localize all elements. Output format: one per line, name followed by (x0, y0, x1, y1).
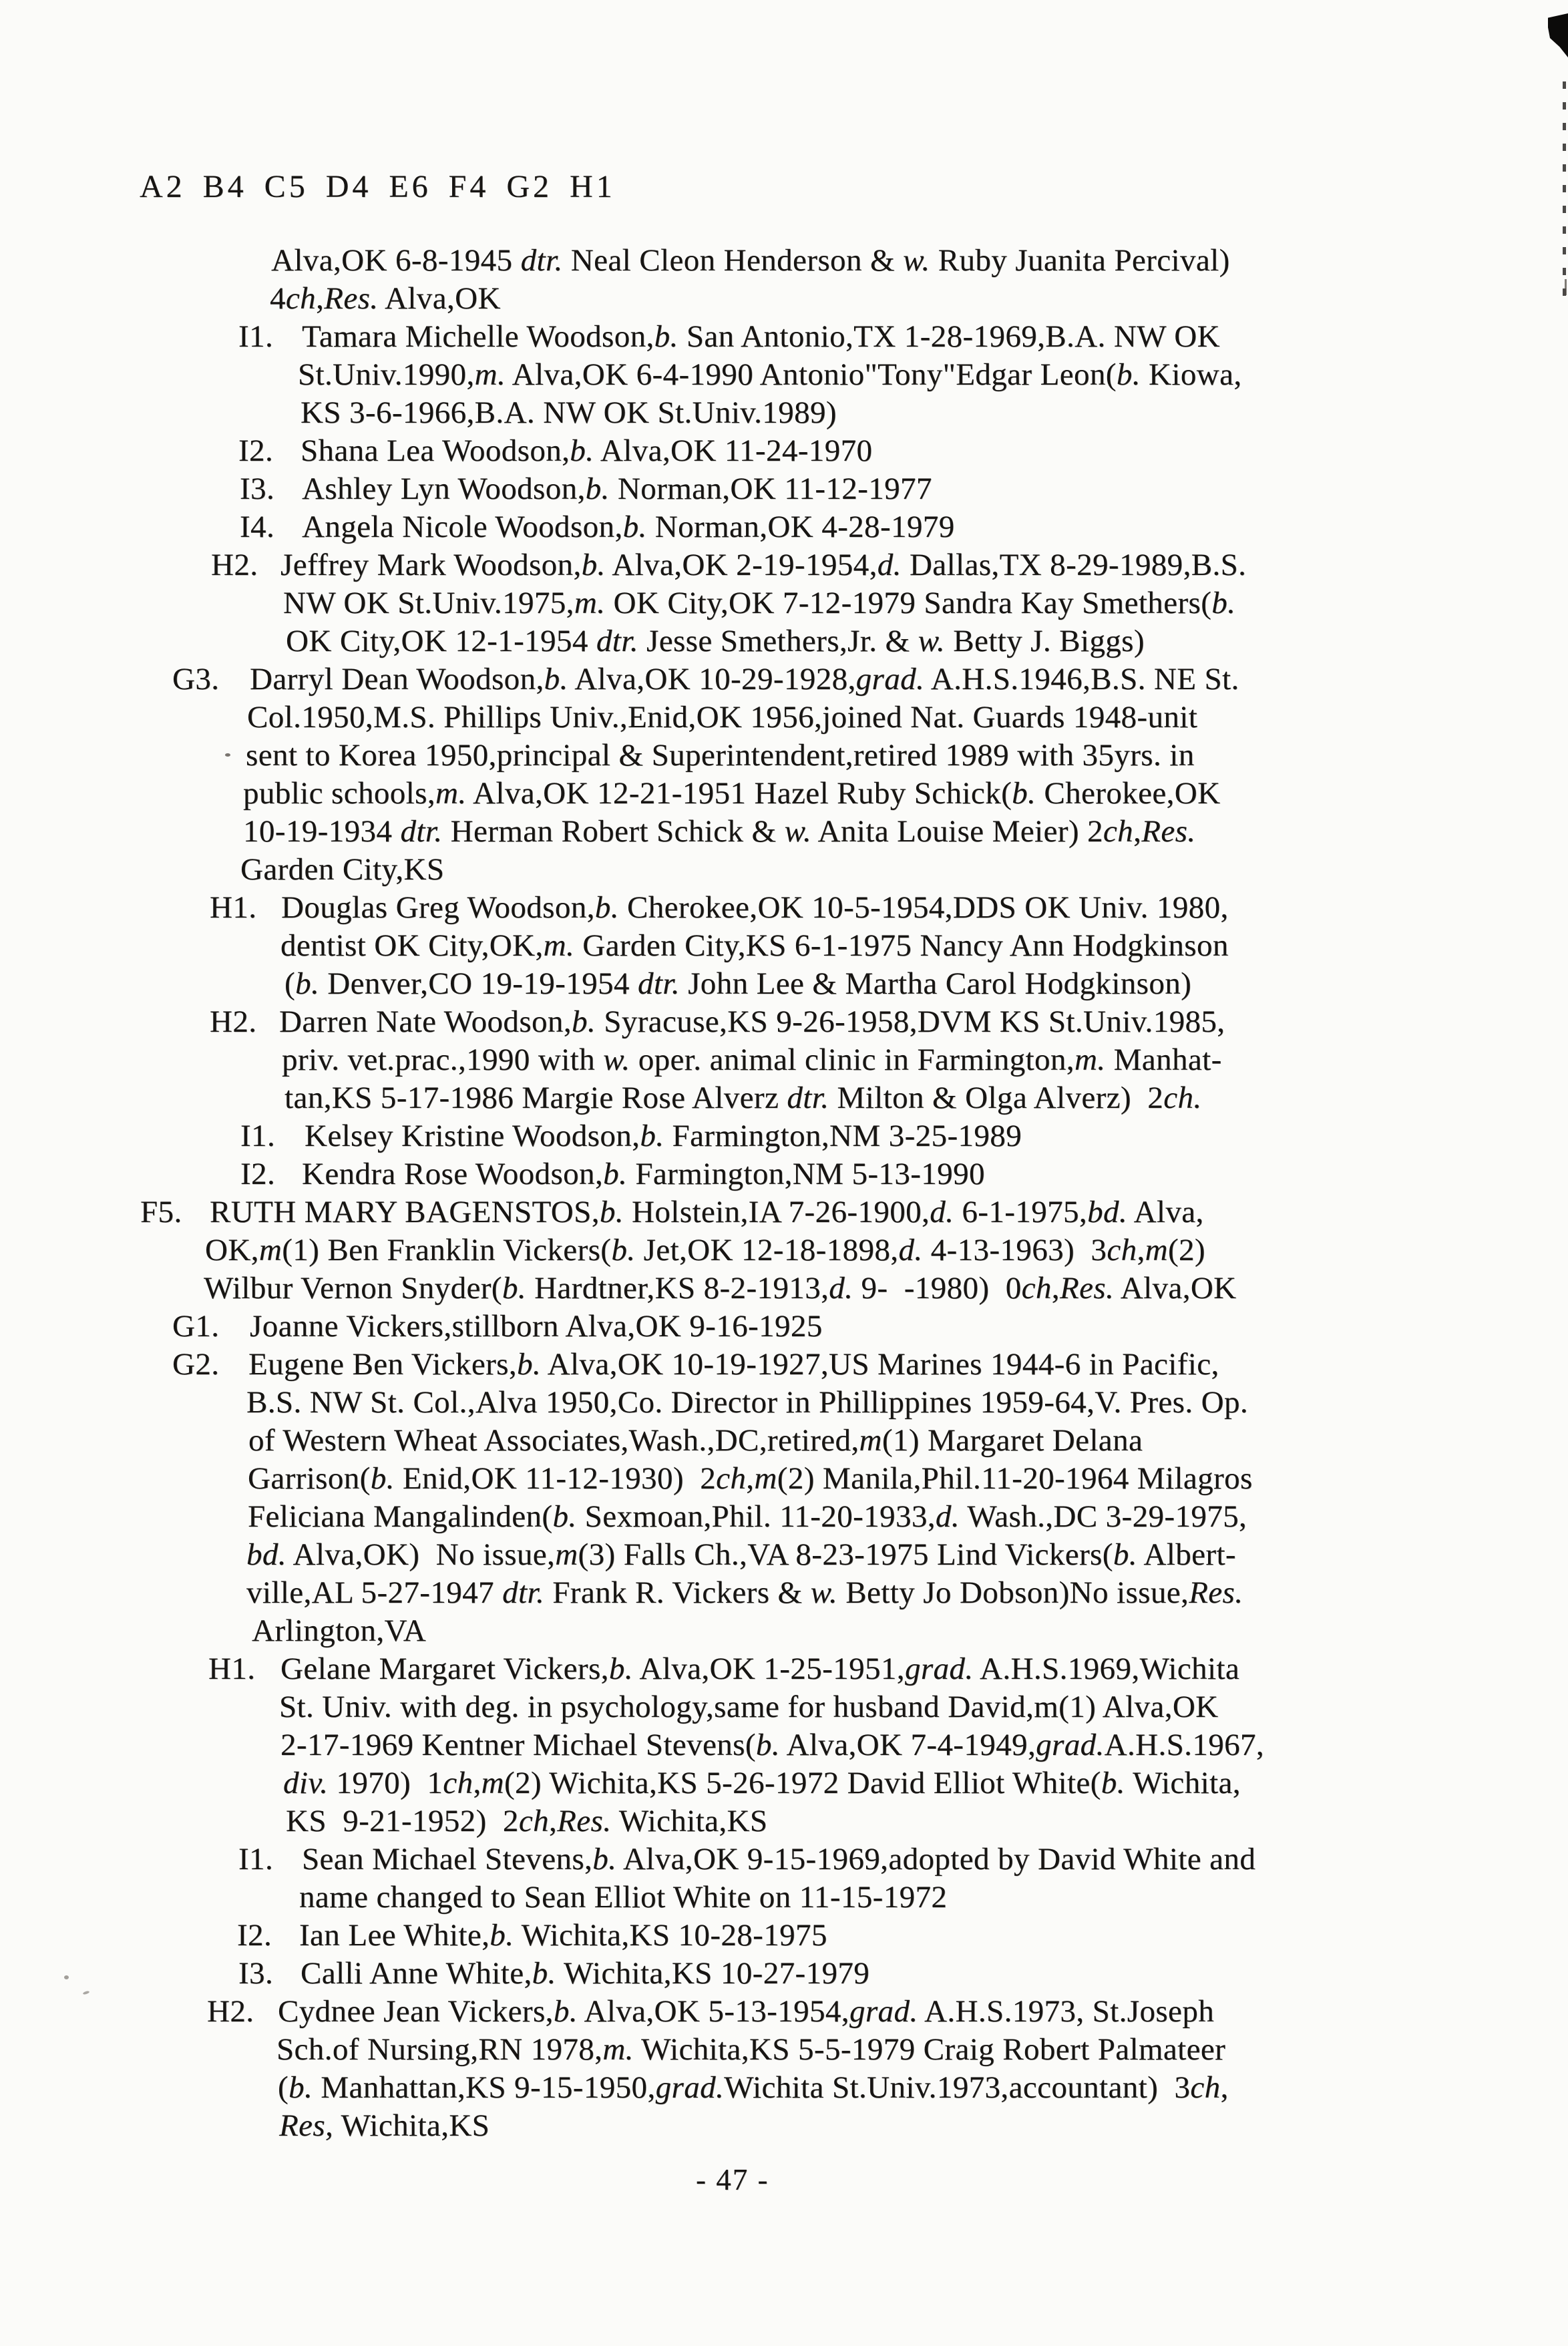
line-text: 10-19-1934 dtr. Herman Robert Schick & w. Anita Louise Meier) 2ch,Res. (243, 814, 1196, 849)
line-text: St. Univ. with deg. in psychology,same for husband David,m(1) Alva,OK (279, 1690, 1219, 1724)
line-text: Tamara Michelle Woodson,b. San Antonio,TX 1-28-1969,B.A. NW OK (302, 319, 1220, 354)
text-line (0, 1993, 1568, 2031)
generation-label: G1. (172, 1309, 220, 1344)
text-line (0, 1384, 1568, 1422)
line-text: name changed to Sean Elliot White on 11-15-1972 (299, 1880, 948, 1915)
line-text: (b. Denver,CO 19-19-1954 dtr. John Lee & Martha Carol Hodgkinson) (284, 966, 1192, 1001)
line-text: Angela Nicole Woodson,b. Norman,OK 4-28-1979 (302, 510, 955, 544)
line-text: Res, Wichita,KS (279, 2108, 490, 2143)
text-line (0, 394, 1568, 432)
text-line (0, 699, 1568, 737)
text-line (0, 813, 1568, 851)
text-line (0, 1346, 1568, 1384)
text-line (0, 1917, 1568, 1955)
line-text: Wilbur Vernon Snyder(b. Hardtner,KS 8-2-1913,d. 9- -1980) 0ch,Res. Alva,OK (204, 1271, 1237, 1306)
generation-label: H2. (211, 548, 258, 582)
text-line (0, 1117, 1568, 1155)
text-line (0, 546, 1568, 584)
text-line (0, 1193, 1568, 1231)
text-line (0, 622, 1568, 660)
line-text: Alva,OK 6-8-1945 dtr. Neal Cleon Henderson & w. Ruby Juanita Percival) (271, 243, 1230, 278)
line-text: KS 3-6-1966,B.A. NW OK St.Univ.1989) (301, 395, 837, 430)
text-line (0, 1879, 1568, 1917)
line-text: Ashley Lyn Woodson,b. Norman,OK 11-12-1977 (302, 471, 932, 506)
text-line (0, 1003, 1568, 1041)
generation-label: I1. (238, 319, 274, 354)
generation-label: G3. (172, 662, 220, 697)
line-text: sent to Korea 1950,principal & Superintendent,retired 1989 with 35yrs. in (246, 738, 1195, 773)
line-text: Arlington,VA (252, 1613, 427, 1648)
text-line (0, 1840, 1568, 1879)
line-text: bd. Alva,OK) No issue,m(3) Falls Ch.,VA 8-23-1975 Lind Vickers(b. Albert- (246, 1537, 1236, 1572)
line-text: 2-17-1969 Kentner Michael Stevens(b. Alva,OK 7-4-1949,grad.A.H.S.1967, (280, 1728, 1265, 1762)
line-text: Joanne Vickers,stillborn Alva,OK 9-16-1925 (250, 1309, 823, 1344)
text-line (0, 1764, 1568, 1802)
text-line (0, 851, 1568, 889)
text-line (0, 737, 1568, 775)
line-text: div. 1970) 1ch,m(2) Wichita,KS 5-26-1972 David Elliot White(b. Wichita, (283, 1766, 1241, 1800)
line-text: Sean Michael Stevens,b. Alva,OK 9-15-1969,adopted by David White and (302, 1842, 1256, 1877)
body-text (0, 242, 1568, 2145)
line-text: St.Univ.1990,m. Alva,OK 6-4-1990 Antonio"Tony"Edgar Leon(b. Kiowa, (298, 357, 1242, 392)
text-line (0, 2069, 1568, 2107)
generation-label: I2. (237, 1918, 272, 1953)
line-text: Kendra Rose Woodson,b. Farmington,NM 5-13-1990 (302, 1157, 985, 1191)
text-line (0, 584, 1568, 622)
line-text: ville,AL 5-27-1947 dtr. Frank R. Vickers & w. Betty Jo Dobson)No issue,Res. (246, 1575, 1243, 1610)
generation-label: H1. (208, 1651, 256, 1686)
line-text: tan,KS 5-17-1986 Margie Rose Alverz dtr. Milton & Olga Alverz) 2ch. (284, 1081, 1202, 1115)
generation-label: I1. (240, 1119, 276, 1153)
text-line (0, 1269, 1568, 1308)
generation-label: I2. (238, 433, 274, 468)
text-line (0, 1612, 1568, 1650)
text-line (0, 356, 1568, 394)
text-line (0, 1498, 1568, 1536)
text-line (0, 1079, 1568, 1117)
line-text: Garden City,KS (240, 852, 445, 887)
text-line (0, 660, 1568, 699)
text-line (0, 242, 1568, 280)
text-line (0, 889, 1568, 927)
line-text: OK,m(1) Ben Franklin Vickers(b. Jet,OK 12-18-1898,d. 4-13-1963) 3ch,m(2) (205, 1233, 1205, 1267)
text-line (0, 432, 1568, 470)
generation-label: I2. (240, 1157, 276, 1191)
line-text: OK City,OK 12-1-1954 dtr. Jesse Smethers,Jr. & w. Betty J. Biggs) (286, 624, 1145, 658)
line-text: NW OK St.Univ.1975,m. OK City,OK 7-12-1979 Sandra Kay Smethers(b. (283, 586, 1236, 620)
line-text: Jeffrey Mark Woodson,b. Alva,OK 2-19-1954,d. Dallas,TX 8-29-1989,B.S. (280, 548, 1247, 582)
line-text: Kelsey Kristine Woodson,b. Farmington,NM 3-25-1989 (305, 1119, 1022, 1153)
line-text: Darryl Dean Woodson,b. Alva,OK 10-29-1928,grad. A.H.S.1946,B.S. NE St. (250, 662, 1239, 697)
line-text: Eugene Ben Vickers,b. Alva,OK 10-19-1927,US Marines 1944-6 in Pacific, (248, 1347, 1219, 1382)
page-number: - 47 - (696, 2163, 769, 2196)
generation-label: G2. (172, 1347, 220, 1382)
line-text: (b. Manhattan,KS 9-15-1950,grad.Wichita St.Univ.1973,accountant) 3ch, (278, 2070, 1229, 2105)
generation-code-header: A2 B4 C5 D4 E6 F4 G2 H1 (140, 169, 616, 204)
text-line (0, 1536, 1568, 1574)
text-line (0, 1726, 1568, 1764)
text-line (0, 1802, 1568, 1840)
text-line (0, 1574, 1568, 1612)
scan-artifact-corner-blot (1548, 13, 1568, 57)
line-text: Garrison(b. Enid,OK 11-12-1930) 2ch,m(2) Manila,Phil.11-20-1964 Milagros (248, 1461, 1253, 1496)
line-text: KS 9-21-1952) 2ch,Res. Wichita,KS (286, 1804, 768, 1838)
text-line (0, 1231, 1568, 1269)
generation-label: H1. (210, 890, 257, 925)
text-line (0, 470, 1568, 508)
text-line (0, 927, 1568, 965)
text-line (0, 1155, 1568, 1193)
text-line (0, 318, 1568, 356)
generation-label: I3. (240, 471, 275, 506)
text-line (0, 508, 1568, 546)
line-text: Darren Nate Woodson,b. Syracuse,KS 9-26-1958,DVM KS St.Univ.1985, (279, 1004, 1225, 1039)
generation-label: I4. (240, 510, 275, 544)
text-line (0, 2107, 1568, 2145)
text-line (0, 280, 1568, 318)
text-line (0, 1955, 1568, 1993)
line-text: Sch.of Nursing,RN 1978,m. Wichita,KS 5-5-1979 Craig Robert Palmateer (276, 2032, 1226, 2067)
text-line (0, 1041, 1568, 1079)
line-text: Feliciana Mangalinden(b. Sexmoan,Phil. 11-20-1933,d. Wash.,DC 3-29-1975, (248, 1499, 1247, 1534)
line-text: public schools,m. Alva,OK 12-21-1951 Hazel Ruby Schick(b. Cherokee,OK (243, 776, 1221, 811)
line-text: Cydnee Jean Vickers,b. Alva,OK 5-13-1954,grad. A.H.S.1973, St.Joseph (278, 1994, 1215, 2029)
text-line (0, 1688, 1568, 1726)
line-text: dentist OK City,OK,m. Garden City,KS 6-1-1975 Nancy Ann Hodgkinson (280, 928, 1229, 963)
generation-label: I3. (238, 1956, 274, 1991)
line-text: priv. vet.prac.,1990 with w. oper. animal clinic in Farmington,m. Manhat- (282, 1042, 1222, 1077)
line-text: of Western Wheat Associates,Wash.,DC,retired,m(1) Margaret Delana (248, 1423, 1143, 1458)
line-text: B.S. NW St. Col.,Alva 1950,Co. Director in Phillippines 1959-64,V. Pres. Op. (246, 1385, 1249, 1420)
line-text: Col.1950,M.S. Phillips Univ.,Enid,OK 1956,joined Nat. Guards 1948-unit (247, 700, 1198, 735)
line-text: Ian Lee White,b. Wichita,KS 10-28-1975 (299, 1918, 827, 1953)
generation-label: H2. (210, 1004, 257, 1039)
line-text: Douglas Greg Woodson,b. Cherokee,OK 10-5-1954,DDS OK Univ. 1980, (281, 890, 1229, 925)
text-line (0, 775, 1568, 813)
generation-label: I1. (238, 1842, 274, 1877)
text-line (0, 2031, 1568, 2069)
text-line (0, 1650, 1568, 1688)
text-line (0, 1460, 1568, 1498)
line-text: RUTH MARY BAGENSTOS,b. Holstein,IA 7-26-1900,d. 6-1-1975,bd. Alva, (210, 1195, 1204, 1229)
generation-label: H2. (207, 1994, 254, 2029)
generation-label: F5. (140, 1195, 182, 1229)
line-text: Gelane Margaret Vickers,b. Alva,OK 1-25-1951,grad. A.H.S.1969,Wichita (280, 1651, 1240, 1686)
line-text: Calli Anne White,b. Wichita,KS 10-27-1979 (301, 1956, 870, 1991)
line-text: Shana Lea Woodson,b. Alva,OK 11-24-1970 (301, 433, 873, 468)
text-line (0, 1308, 1568, 1346)
text-line (0, 1422, 1568, 1460)
line-text: 4ch,Res. Alva,OK (270, 281, 501, 316)
text-line (0, 965, 1568, 1003)
